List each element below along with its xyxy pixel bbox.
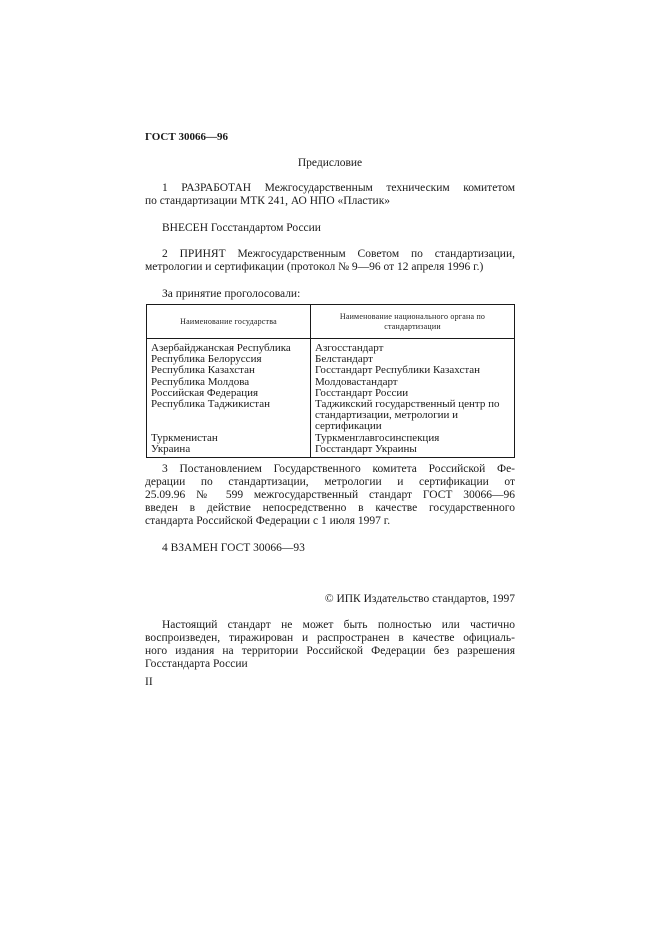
- table-row: [147, 421, 515, 432]
- body-cell: сертификации: [311, 421, 515, 432]
- body-cell: Госстандарт России: [311, 388, 515, 399]
- table-header-row: [147, 305, 515, 339]
- item-2-line-1: 2 ПРИНЯТ Межгосударственным Советом по стандартизации,: [162, 248, 515, 260]
- header-standards-body: Наименование национального органа по стандартизации: [311, 305, 515, 339]
- body-cell: Таджикский государственный центр по: [311, 399, 515, 410]
- item-3-enacted: [145, 463, 515, 528]
- state-cell: Республика Молдова: [147, 377, 311, 388]
- copyright-line: © ИПК Издательство стандартов, 1997: [324, 593, 515, 605]
- item-3-line-5: стандарта Российской Федерации с 1 июля 1997 г.: [145, 515, 391, 527]
- item-4-replaces: 4 ВЗАМЕН ГОСТ 30066—93: [162, 542, 305, 554]
- body-cell: Туркменглавгосинспекция: [311, 433, 515, 444]
- introduced-by: ВНЕСЕН Госстандартом России: [162, 222, 321, 234]
- state-cell: Туркменистан: [147, 433, 311, 444]
- document-code: ГОСТ 30066—96: [145, 131, 228, 143]
- item-2-adopted: [145, 248, 515, 274]
- reproduction-notice: [145, 619, 515, 671]
- state-cell: Азербайджанская Республика: [147, 339, 311, 355]
- body-cell: Азгосстандарт: [311, 339, 515, 355]
- body-cell: Белстандарт: [311, 354, 515, 365]
- header-state-name: Наименование государства: [147, 305, 311, 339]
- item-1-line-1: 1 РАЗРАБОТАН Межгосударственным техническим комитетом: [162, 182, 515, 194]
- state-cell: Республика Таджикистан: [147, 399, 311, 410]
- item-3-line-3: 25.09.96 № 599 межгосударственный стандарт ГОСТ 30066—96: [145, 489, 515, 501]
- vote-intro: За принятие проголосовали:: [162, 288, 301, 300]
- notice-line-2: воспроизведен, тиражирован и распространен в качестве официаль-: [145, 632, 515, 644]
- item-3-line-2: дерации по стандартизации, метрологии и сертификации от: [145, 476, 515, 488]
- item-1-line-2: по стандартизации МТК 241, АО НПО «Пластик»: [145, 195, 391, 207]
- notice-line-3: ного издания на территории Российской Федерации без разрешения: [145, 645, 515, 657]
- state-cell: Республика Казахстан: [147, 365, 311, 376]
- state-cell: Украина: [147, 444, 311, 458]
- item-3-line-1: 3 Постановлением Государственного комитета Российской Фе-: [162, 463, 515, 475]
- voting-states-table: [146, 304, 515, 458]
- item-2-line-2: метрологии и сертификации (протокол № 9—96 от 12 апреля 1996 г.): [145, 261, 484, 273]
- body-cell: стандартизации, метрологии и: [311, 410, 515, 421]
- table-row: [147, 339, 515, 355]
- body-cell: Госстандарт Республики Казахстан: [311, 365, 515, 376]
- state-cell: Республика Белоруссия: [147, 354, 311, 365]
- page-number: II: [145, 676, 153, 688]
- table-row: [147, 365, 515, 376]
- foreword-title: Предисловие: [297, 157, 363, 169]
- state-cell: [147, 421, 311, 432]
- item-1-developed: [145, 182, 515, 208]
- state-cell: Российская Федерация: [147, 388, 311, 399]
- body-cell: Молдовастандарт: [311, 377, 515, 388]
- table-row: [147, 444, 515, 458]
- item-3-line-4: введен в действие непосредственно в качестве государственного: [145, 502, 515, 514]
- notice-line-4: Госстандарта России: [145, 658, 248, 670]
- body-cell: Госстандарт Украины: [311, 444, 515, 458]
- notice-line-1: Настоящий стандарт не может быть полностью или частично: [162, 619, 515, 631]
- state-cell: [147, 410, 311, 421]
